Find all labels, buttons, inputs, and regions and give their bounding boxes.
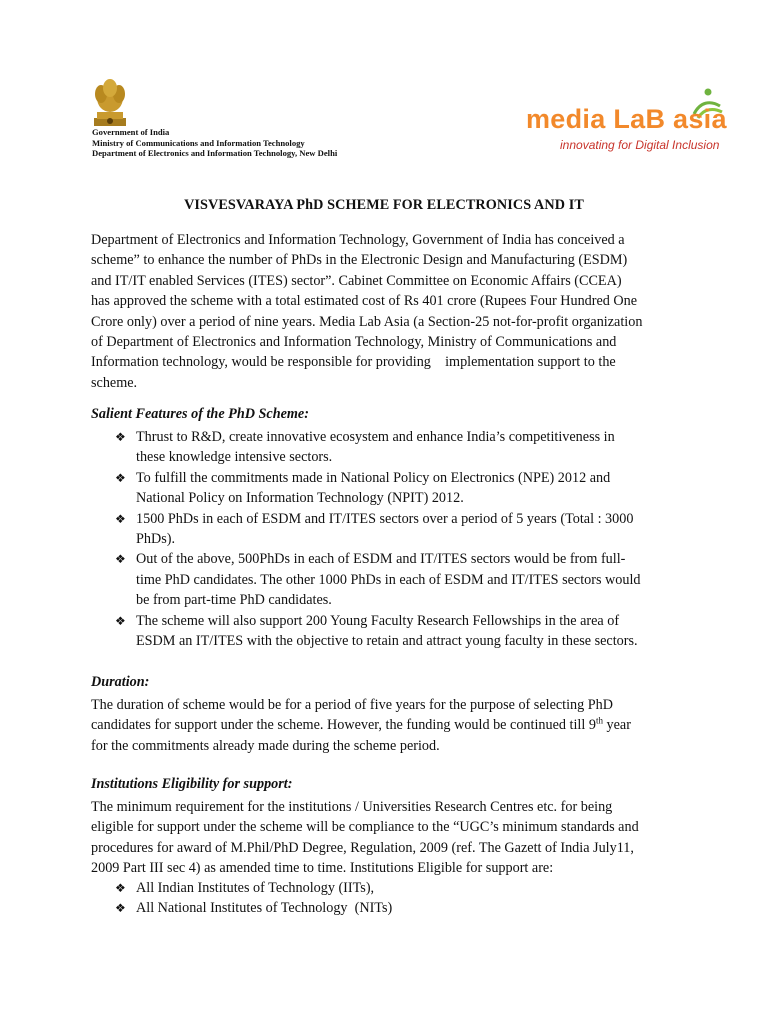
media-lab-asia-logo <box>526 88 726 158</box>
list-item: ❖ All Indian Institutes of Technology (IITs), <box>91 878 691 898</box>
list-item: ❖ 1500 PhDs in each of ESDM and IT/ITES sectors over a period of 5 years (Total : 3000 PhDs). <box>115 510 634 548</box>
list-item: ❖ To fulfill the commitments made in National Policy on Electronics (NPE) 2012 and National Policy on Information Technology (NPIT) 2012. <box>115 469 611 507</box>
government-header <box>92 127 337 159</box>
intro-paragraph <box>91 230 691 393</box>
list-item: ❖ All National Institutes of Technology (NITs) <box>91 898 691 918</box>
list-item: ❖ Out of the above, 500PhDs in each of ESDM and IT/ITES sectors would be from full- time PhD candidates. The other 1000 PhDs in each of ESDM and IT/ITES sectors would be from part-time PhD candidates. <box>115 551 641 609</box>
logo-name: media LaB asia <box>526 104 727 134</box>
intro-line: and IT/IT enabled Services (ITES) sector”. Cabinet Committee on Economic Affairs (CCEA) <box>91 272 622 289</box>
intro-line: Crore only) over a period of nine years. Media Lab Asia (a Section-25 not-for-profit organization <box>91 313 643 330</box>
diamond-bullet-icon: ❖ <box>115 613 126 628</box>
eligibility-heading: Institutions Eligibility for support: <box>91 776 293 792</box>
features-list <box>91 427 691 651</box>
eligible-institutions-list <box>91 878 691 919</box>
duration-heading: Duration: <box>91 674 150 690</box>
govt-line: Government of India <box>92 127 170 137</box>
logo-tagline: innovating for Digital Inclusion <box>560 138 720 152</box>
intro-line: scheme” to enhance the number of PhDs in the Electronic Design and Manufacturing (ESDM) <box>91 252 628 269</box>
intro-line: Department of Electronics and Information Technology, Government of India has conceived a <box>91 232 625 248</box>
intro-line: Information technology, would be responsible for providing implementation support to the <box>91 354 616 371</box>
diamond-bullet-icon: ❖ <box>115 430 126 444</box>
intro-line: of Department of Electronics and Information Technology, Ministry of Communications and <box>91 334 617 351</box>
intro-line: has approved the scheme with a total estimated cost of Rs 401 crore (Rupees Four Hundred One <box>91 293 638 310</box>
duration-paragraph: The duration of scheme would be for a period of five years for the purpose of selecting PhD candidates for support under the scheme. However, the funding would be continued till 9th year for the commitments already made during the scheme period. <box>91 697 631 754</box>
features-heading: Salient Features of the PhD Scheme: <box>91 406 309 422</box>
diamond-bullet-icon: ❖ <box>115 511 126 526</box>
ministry-line: Ministry of Communications and Information Technology <box>92 137 305 148</box>
department-line: Department of Electronics and Information Technology, New Delhi <box>92 148 338 158</box>
list-item: ❖ The scheme will also support 200 Young Faculty Research Fellowships in the area of ESDM an IT/ITES with the objective to retain and attract young faculty in these sectors. <box>115 612 638 650</box>
diamond-bullet-icon: ❖ <box>115 552 126 567</box>
diamond-bullet-icon: ❖ <box>115 901 126 916</box>
national-emblem-icon <box>88 74 132 128</box>
list-item: ❖ Thrust to R&D, create innovative ecosystem and enhance India’s competitiveness in these knowledge intensive sectors. <box>115 429 615 466</box>
eligibility-paragraph: The minimum requirement for the institutions / Universities Research Centres etc. for being eligible for support under the scheme will be compliance to the “UGC’s minimum standards and procedures for award of M.Phil/PhD Degree, Regulation, 2009 (ref. The Gazett of India July11, 2009 Part III sec 4) as amended time to time. Institutions Eligible for support are: <box>91 799 639 877</box>
diamond-bullet-icon: ❖ <box>115 470 126 485</box>
diamond-bullet-icon: ❖ <box>115 881 126 895</box>
document-title: VISVESVARAYA PhD SCHEME FOR ELECTRONICS AND IT <box>184 197 584 213</box>
intro-line: scheme. <box>91 374 138 391</box>
